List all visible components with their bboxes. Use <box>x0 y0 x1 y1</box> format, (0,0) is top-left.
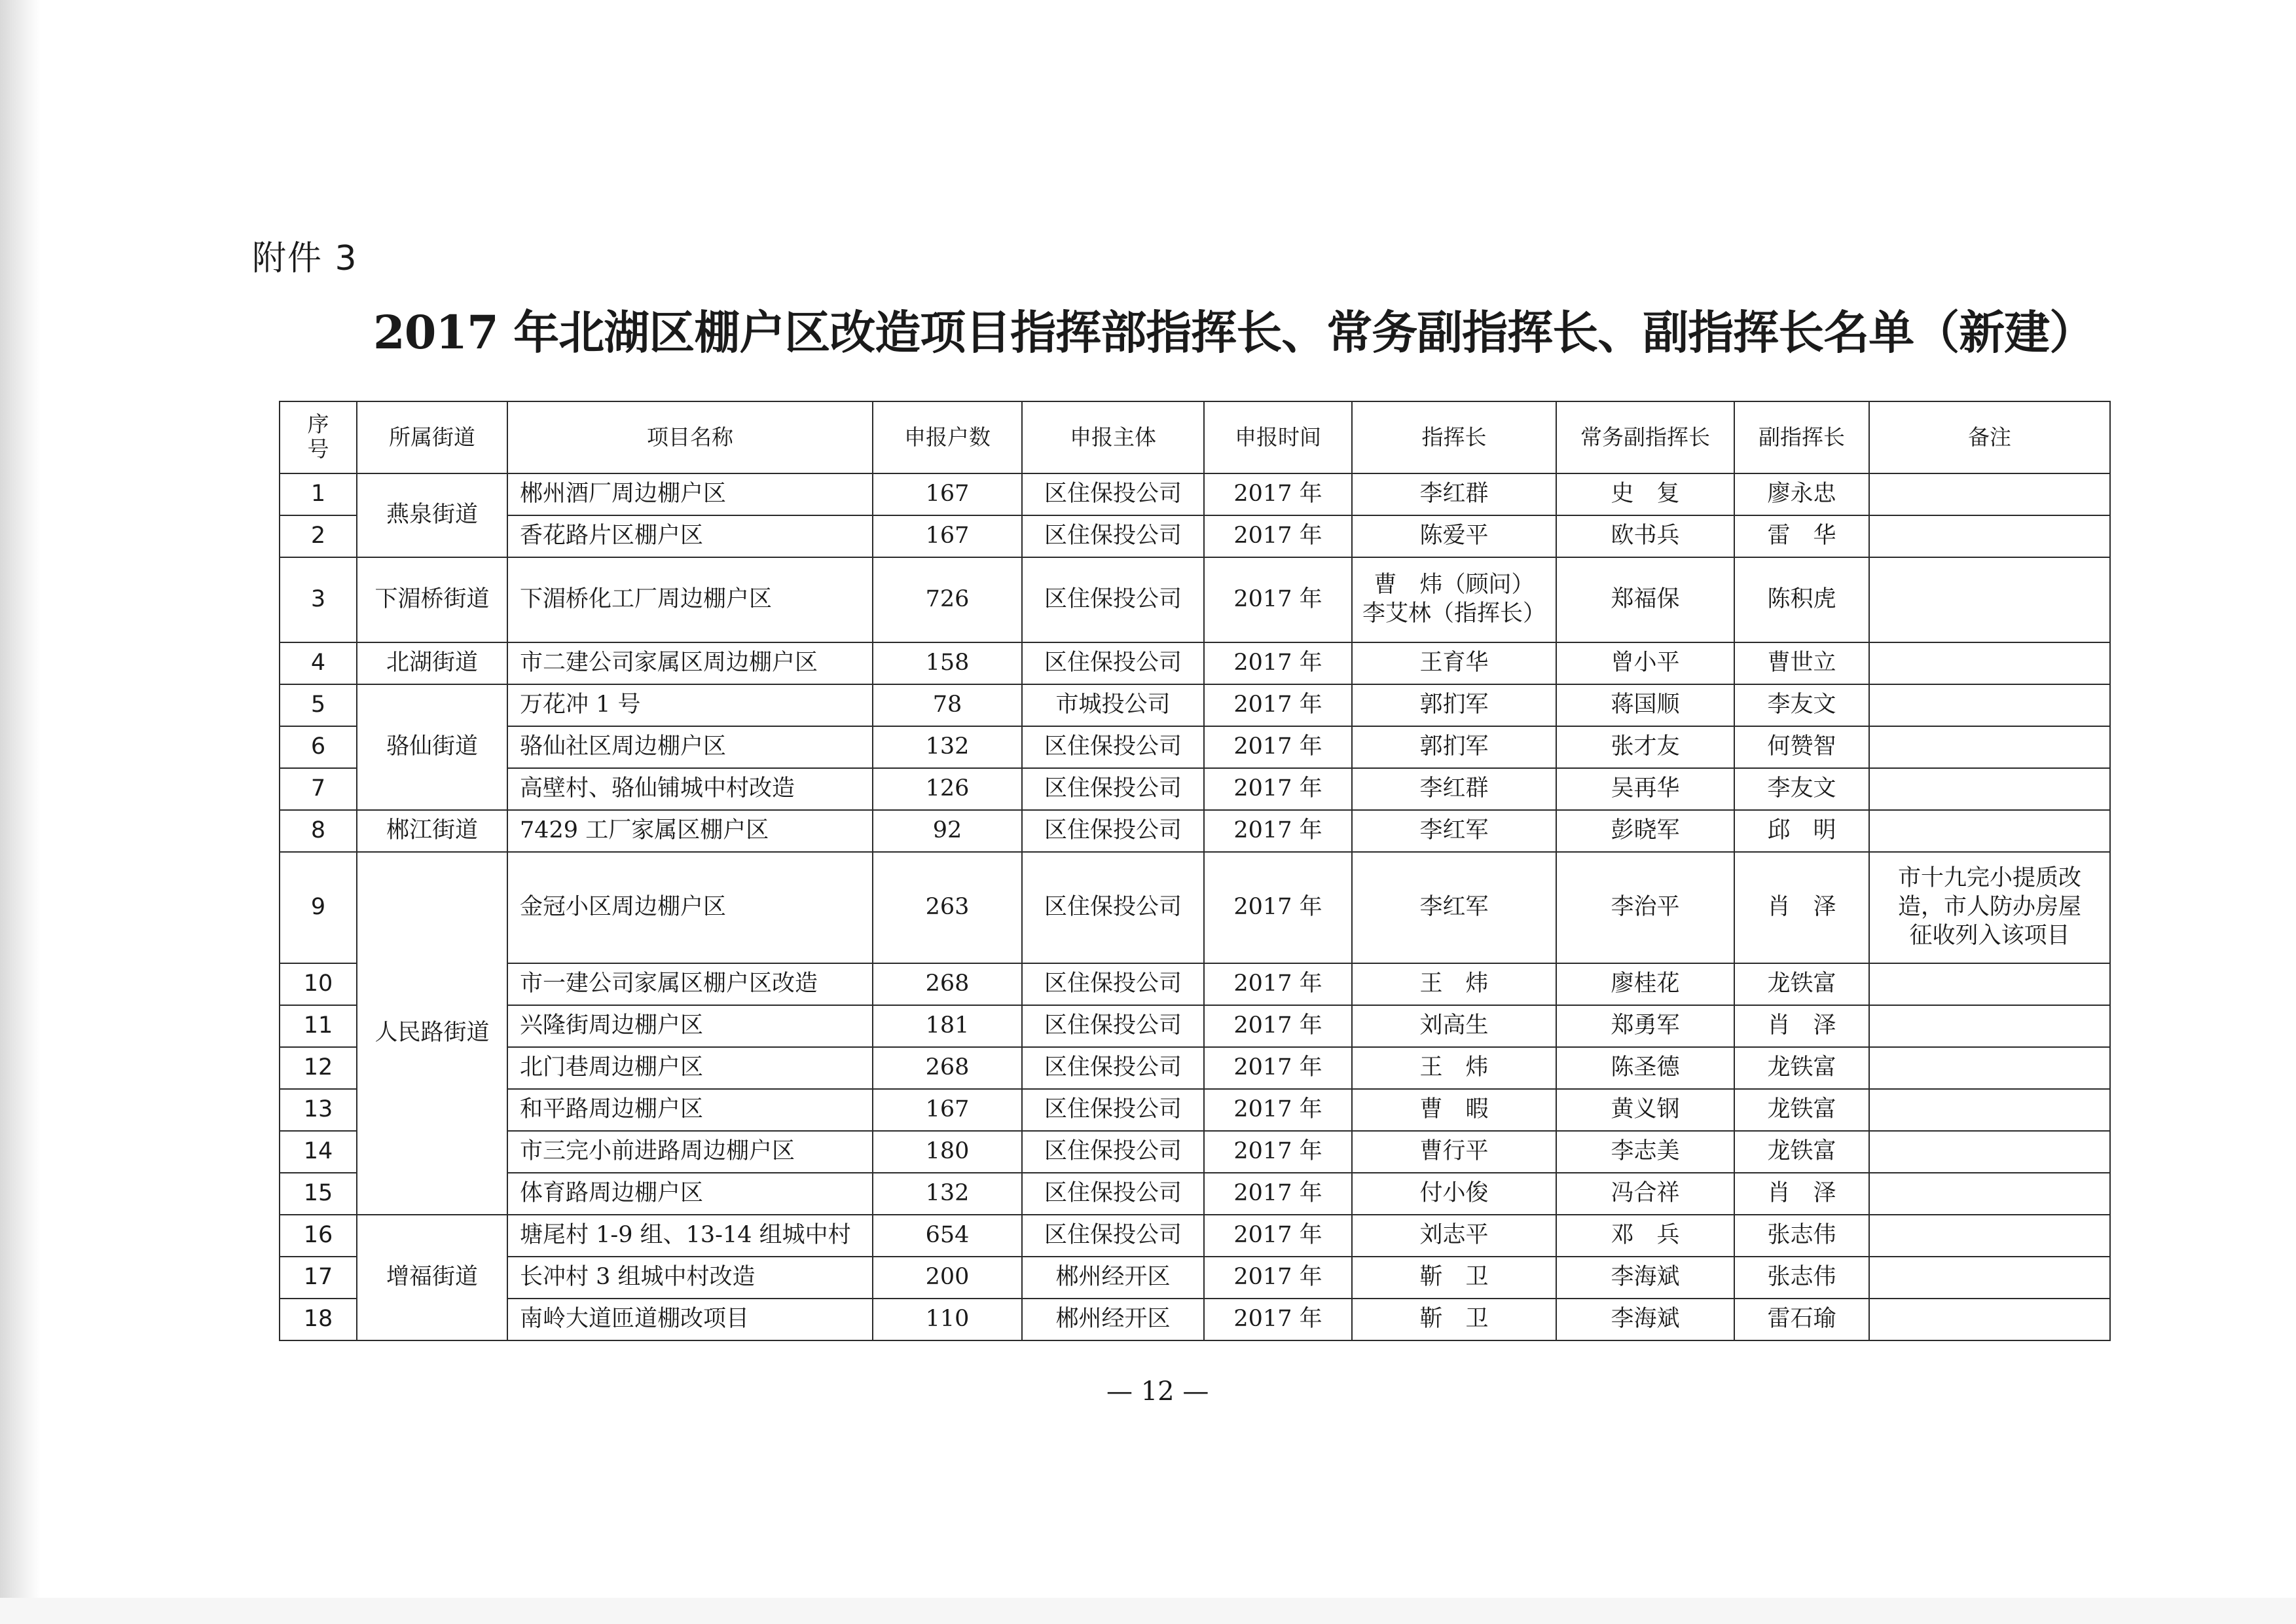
cell-time: 2017 年 <box>1204 1215 1352 1257</box>
cell-households: 268 <box>873 1047 1022 1089</box>
cell-commander: 付小俊 <box>1352 1173 1556 1215</box>
cell-commander: 郭扪军 <box>1352 726 1556 768</box>
cell-no: 2 <box>280 515 357 557</box>
table-row <box>280 810 2110 852</box>
cell-households: 92 <box>873 810 1022 852</box>
cell-name: 下湄桥化工厂周边棚户区 <box>507 557 873 642</box>
table-row <box>280 963 2110 1005</box>
cell-note <box>1869 1005 2110 1047</box>
cell-households: 132 <box>873 1173 1022 1215</box>
cell-applicant: 区住保投公司 <box>1022 810 1204 852</box>
cell-time: 2017 年 <box>1204 1299 1352 1340</box>
cell-deputy: 陈积虎 <box>1734 557 1869 642</box>
cell-no: 18 <box>280 1299 357 1340</box>
cell-no: 9 <box>280 852 357 963</box>
cell-note <box>1869 1299 2110 1340</box>
cell-street: 骆仙街道 <box>357 684 507 810</box>
cell-note <box>1869 768 2110 810</box>
cell-commander: 王 炜 <box>1352 1047 1556 1089</box>
cell-commander: 郭扪军 <box>1352 684 1556 726</box>
cell-commander: 王育华 <box>1352 642 1556 684</box>
cell-applicant: 区住保投公司 <box>1022 1089 1204 1131</box>
cell-commander: 曹行平 <box>1352 1131 1556 1173</box>
cell-no: 3 <box>280 557 357 642</box>
cell-applicant: 郴州经开区 <box>1022 1299 1204 1340</box>
cell-deputy: 肖 泽 <box>1734 1005 1869 1047</box>
cell-exec-deputy: 彭晓军 <box>1556 810 1734 852</box>
cell-note: 市十九完小提质改 造，市人防办房屋 征收列入该项目 <box>1869 852 2110 963</box>
header-cell-households: 申报户数 <box>873 401 1022 473</box>
cell-exec-deputy: 曾小平 <box>1556 642 1734 684</box>
cell-commander: 刘高生 <box>1352 1005 1556 1047</box>
table-row <box>280 1257 2110 1299</box>
table-body <box>280 473 2110 1340</box>
cell-street: 增福街道 <box>357 1215 507 1340</box>
cell-note <box>1869 1089 2110 1131</box>
table-row <box>280 642 2110 684</box>
cell-applicant: 区住保投公司 <box>1022 557 1204 642</box>
cell-households: 167 <box>873 473 1022 515</box>
cell-name: 体育路周边棚户区 <box>507 1173 873 1215</box>
cell-applicant: 区住保投公司 <box>1022 768 1204 810</box>
cell-no: 17 <box>280 1257 357 1299</box>
cell-exec-deputy: 廖桂花 <box>1556 963 1734 1005</box>
cell-households: 78 <box>873 684 1022 726</box>
cell-note <box>1869 1047 2110 1089</box>
cell-note <box>1869 1173 2110 1215</box>
cell-street: 人民路街道 <box>357 852 507 1215</box>
header-cell-street: 所属街道 <box>357 401 507 473</box>
table-row <box>280 515 2110 557</box>
cell-deputy: 张志伟 <box>1734 1257 1869 1299</box>
cell-commander: 刘志平 <box>1352 1215 1556 1257</box>
cell-name: 市二建公司家属区周边棚户区 <box>507 642 873 684</box>
cell-applicant: 区住保投公司 <box>1022 852 1204 963</box>
cell-exec-deputy: 李治平 <box>1556 852 1734 963</box>
cell-name: 万花冲 1 号 <box>507 684 873 726</box>
cell-households: 167 <box>873 1089 1022 1131</box>
cell-households: 126 <box>873 768 1022 810</box>
cell-name: 市三完小前进路周边棚户区 <box>507 1131 873 1173</box>
cell-applicant: 区住保投公司 <box>1022 1047 1204 1089</box>
cell-exec-deputy: 郑福保 <box>1556 557 1734 642</box>
cell-exec-deputy: 李海斌 <box>1556 1257 1734 1299</box>
cell-applicant: 区住保投公司 <box>1022 1215 1204 1257</box>
cell-note <box>1869 515 2110 557</box>
cell-exec-deputy: 蒋国顺 <box>1556 684 1734 726</box>
table-row <box>280 473 2110 515</box>
cell-households: 654 <box>873 1215 1022 1257</box>
cell-deputy: 曹世立 <box>1734 642 1869 684</box>
cell-deputy: 龙铁富 <box>1734 1089 1869 1131</box>
cell-no: 11 <box>280 1005 357 1047</box>
table-row <box>280 768 2110 810</box>
cell-note <box>1869 1257 2110 1299</box>
cell-time: 2017 年 <box>1204 1173 1352 1215</box>
cell-commander: 曹 暇 <box>1352 1089 1556 1131</box>
cell-deputy: 雷石瑜 <box>1734 1299 1869 1340</box>
cell-commander: 靳 卫 <box>1352 1299 1556 1340</box>
cell-note <box>1869 684 2110 726</box>
header-row <box>280 401 2110 473</box>
table-row <box>280 1089 2110 1131</box>
cell-deputy: 龙铁富 <box>1734 1047 1869 1089</box>
cell-name: 长冲村 3 组城中村改造 <box>507 1257 873 1299</box>
cell-households: 158 <box>873 642 1022 684</box>
header-cell-commander: 指挥长 <box>1352 401 1556 473</box>
header-cell-no <box>280 401 357 473</box>
cell-time: 2017 年 <box>1204 810 1352 852</box>
cell-name: 郴州酒厂周边棚户区 <box>507 473 873 515</box>
cell-time: 2017 年 <box>1204 1131 1352 1173</box>
cell-households: 268 <box>873 963 1022 1005</box>
cell-applicant: 区住保投公司 <box>1022 515 1204 557</box>
cell-no: 4 <box>280 642 357 684</box>
cell-name: 市一建公司家属区棚户区改造 <box>507 963 873 1005</box>
cell-deputy: 龙铁富 <box>1734 1131 1869 1173</box>
cell-street: 北湖街道 <box>357 642 507 684</box>
cell-no: 10 <box>280 963 357 1005</box>
cell-households: 200 <box>873 1257 1022 1299</box>
cell-commander: 靳 卫 <box>1352 1257 1556 1299</box>
cell-households: 263 <box>873 852 1022 963</box>
cell-deputy: 李友文 <box>1734 684 1869 726</box>
cell-note <box>1869 473 2110 515</box>
cell-applicant: 区住保投公司 <box>1022 642 1204 684</box>
cell-commander: 曹 炜（顾问） 李艾林（指挥长） <box>1352 557 1556 642</box>
cell-street: 下湄桥街道 <box>357 557 507 642</box>
cell-no: 5 <box>280 684 357 726</box>
cell-commander: 李红军 <box>1352 852 1556 963</box>
cell-no: 8 <box>280 810 357 852</box>
table-row <box>280 557 2110 642</box>
cell-note <box>1869 642 2110 684</box>
cell-name: 骆仙社区周边棚户区 <box>507 726 873 768</box>
cell-commander: 王 炜 <box>1352 963 1556 1005</box>
cell-note <box>1869 726 2110 768</box>
table-row <box>280 684 2110 726</box>
cell-deputy: 廖永忠 <box>1734 473 1869 515</box>
cell-deputy: 龙铁富 <box>1734 963 1869 1005</box>
header-no-label: 序号 <box>307 411 329 462</box>
header-cell-time: 申报时间 <box>1204 401 1352 473</box>
cell-applicant: 郴州经开区 <box>1022 1257 1204 1299</box>
project-table <box>279 401 2111 1341</box>
cell-note <box>1869 963 2110 1005</box>
cell-note <box>1869 557 2110 642</box>
cell-deputy: 肖 泽 <box>1734 852 1869 963</box>
cell-no: 12 <box>280 1047 357 1089</box>
cell-no: 7 <box>280 768 357 810</box>
table-row <box>280 1005 2110 1047</box>
table-row <box>280 1215 2110 1257</box>
cell-time: 2017 年 <box>1204 1257 1352 1299</box>
cell-name: 香花路片区棚户区 <box>507 515 873 557</box>
cell-households: 180 <box>873 1131 1022 1173</box>
cell-exec-deputy: 张才友 <box>1556 726 1734 768</box>
cell-name: 7429 工厂家属区棚户区 <box>507 810 873 852</box>
cell-deputy: 李友文 <box>1734 768 1869 810</box>
cell-applicant: 区住保投公司 <box>1022 1131 1204 1173</box>
header-cell-deputy: 副指挥长 <box>1734 401 1869 473</box>
cell-exec-deputy: 欧书兵 <box>1556 515 1734 557</box>
cell-name: 南岭大道匝道棚改项目 <box>507 1299 873 1340</box>
table-row <box>280 852 2110 963</box>
cell-deputy: 何赞智 <box>1734 726 1869 768</box>
header-cell-name: 项目名称 <box>507 401 873 473</box>
cell-exec-deputy: 冯合祥 <box>1556 1173 1734 1215</box>
cell-street: 郴江街道 <box>357 810 507 852</box>
cell-note <box>1869 1131 2110 1173</box>
cell-applicant: 区住保投公司 <box>1022 1005 1204 1047</box>
cell-time: 2017 年 <box>1204 684 1352 726</box>
cell-commander: 李红群 <box>1352 473 1556 515</box>
cell-households: 167 <box>873 515 1022 557</box>
scan-shadow <box>0 0 41 1598</box>
cell-time: 2017 年 <box>1204 515 1352 557</box>
cell-exec-deputy: 李海斌 <box>1556 1299 1734 1340</box>
cell-commander: 李红群 <box>1352 768 1556 810</box>
cell-applicant: 区住保投公司 <box>1022 1173 1204 1215</box>
cell-time: 2017 年 <box>1204 726 1352 768</box>
page-number: — 12 — <box>1106 1376 1209 1407</box>
cell-applicant: 市城投公司 <box>1022 684 1204 726</box>
cell-time: 2017 年 <box>1204 1089 1352 1131</box>
cell-time: 2017 年 <box>1204 1047 1352 1089</box>
cell-exec-deputy: 郑勇军 <box>1556 1005 1734 1047</box>
cell-time: 2017 年 <box>1204 473 1352 515</box>
cell-commander: 李红军 <box>1352 810 1556 852</box>
cell-time: 2017 年 <box>1204 768 1352 810</box>
header-cell-note: 备注 <box>1869 401 2110 473</box>
table-row <box>280 1299 2110 1340</box>
cell-note <box>1869 810 2110 852</box>
cell-time: 2017 年 <box>1204 557 1352 642</box>
cell-name: 金冠小区周边棚户区 <box>507 852 873 963</box>
header-cell-exec-deputy: 常务副指挥长 <box>1556 401 1734 473</box>
cell-name: 北门巷周边棚户区 <box>507 1047 873 1089</box>
cell-deputy: 邱 明 <box>1734 810 1869 852</box>
table-row <box>280 726 2110 768</box>
cell-households: 726 <box>873 557 1022 642</box>
header-cell-applicant: 申报主体 <box>1022 401 1204 473</box>
table-row <box>280 1173 2110 1215</box>
cell-no: 6 <box>280 726 357 768</box>
cell-exec-deputy: 史 复 <box>1556 473 1734 515</box>
cell-exec-deputy: 李志美 <box>1556 1131 1734 1173</box>
cell-no: 16 <box>280 1215 357 1257</box>
cell-time: 2017 年 <box>1204 963 1352 1005</box>
cell-no: 14 <box>280 1131 357 1173</box>
table-row <box>280 1131 2110 1173</box>
cell-households: 110 <box>873 1299 1022 1340</box>
cell-name: 兴隆街周边棚户区 <box>507 1005 873 1047</box>
cell-note <box>1869 1215 2110 1257</box>
scan-bottom-edge <box>0 1598 2296 1624</box>
document-title: 2017 年北湖区棚户区改造项目指挥部指挥长、常务副指挥长、副指挥长名单（新建） <box>373 305 2095 360</box>
cell-name: 塘尾村 1-9 组、13-14 组城中村 <box>507 1215 873 1257</box>
cell-time: 2017 年 <box>1204 1005 1352 1047</box>
attachment-label: 附件 3 <box>252 239 358 278</box>
cell-deputy: 雷 华 <box>1734 515 1869 557</box>
cell-no: 13 <box>280 1089 357 1131</box>
cell-no: 15 <box>280 1173 357 1215</box>
cell-commander: 陈爱平 <box>1352 515 1556 557</box>
table-row <box>280 1047 2110 1089</box>
cell-no: 1 <box>280 473 357 515</box>
cell-exec-deputy: 黄义钢 <box>1556 1089 1734 1131</box>
cell-name: 和平路周边棚户区 <box>507 1089 873 1131</box>
cell-households: 181 <box>873 1005 1022 1047</box>
cell-street: 燕泉街道 <box>357 473 507 557</box>
cell-applicant: 区住保投公司 <box>1022 726 1204 768</box>
cell-time: 2017 年 <box>1204 642 1352 684</box>
cell-households: 132 <box>873 726 1022 768</box>
cell-deputy: 张志伟 <box>1734 1215 1869 1257</box>
cell-exec-deputy: 陈圣德 <box>1556 1047 1734 1089</box>
cell-name: 高壁村、骆仙铺城中村改造 <box>507 768 873 810</box>
cell-deputy: 肖 泽 <box>1734 1173 1869 1215</box>
cell-exec-deputy: 吴再华 <box>1556 768 1734 810</box>
cell-applicant: 区住保投公司 <box>1022 473 1204 515</box>
cell-applicant: 区住保投公司 <box>1022 963 1204 1005</box>
cell-time: 2017 年 <box>1204 852 1352 963</box>
cell-exec-deputy: 邓 兵 <box>1556 1215 1734 1257</box>
